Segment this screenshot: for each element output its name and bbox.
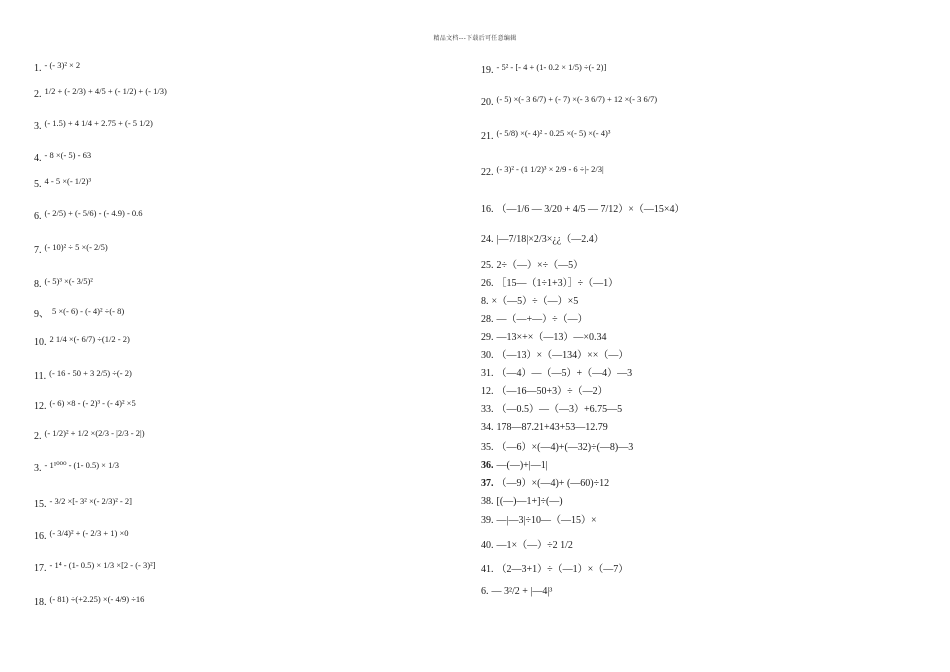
problem-expression: (- 1.5) + 4 1/4 + 2.75 + (- 5 1/2) <box>44 118 153 128</box>
problem-expression: 2 1/4 ×(- 6/7) ÷(1/2 - 2) <box>49 334 130 344</box>
problem-expression: - 1⁴ - (1- 0.5) × 1/3 ×[2 - (- 3)²] <box>49 560 156 570</box>
problem-expression: (- 5) ×(- 3 6/7) + (- 7) ×(- 3 6/7) + 12 ×(- 3 6/7) <box>496 94 658 104</box>
problem-expression: - 5² - [- 4 + (1- 0.2 × 1/5) ÷(- 2)] <box>496 62 607 72</box>
problem-number: 24. <box>481 234 494 245</box>
problem-item <box>481 258 583 272</box>
problem-item <box>481 276 618 290</box>
problem-number: 11. <box>34 371 47 382</box>
problem-number: 17. <box>34 563 47 574</box>
problem-number: 3. <box>34 463 42 474</box>
problem-item <box>34 210 143 223</box>
problem-expression: （—16—50+3）÷（—2） <box>496 386 608 397</box>
problem-number: 35. <box>481 442 494 453</box>
problem-number: 15. <box>34 499 47 510</box>
problem-expression: (- 2/5) + (- 5/6) - (- 4.9) - 0.6 <box>44 208 143 218</box>
problem-expression: （—0.5）—（—3）+6.75—5 <box>496 404 623 415</box>
problem-expression: —（—+—）÷（—） <box>496 314 588 325</box>
problem-number: 1. <box>34 63 42 74</box>
problem-item <box>481 538 573 552</box>
problem-item <box>34 462 119 475</box>
problem-number: 37. <box>481 478 494 489</box>
problem-number: 16. <box>34 531 47 542</box>
problem-item <box>481 294 578 308</box>
problem-expression: 178—87.21+43+53—12.79 <box>496 422 608 433</box>
problem-item <box>34 244 108 257</box>
problem-expression: (- 16 - 50 + 3 2/5) ÷(- 2) <box>49 368 132 378</box>
problem-expression: (- 6) ×8 - (- 2)³ - (- 4)² ×5 <box>49 398 136 408</box>
problem-expression: （—13）×（—134）××（—） <box>496 350 629 361</box>
problem-item <box>481 312 588 326</box>
problem-item <box>34 336 130 349</box>
problem-item <box>481 494 563 508</box>
problem-number: 9、 <box>34 309 49 320</box>
problem-item <box>481 202 685 216</box>
problem-expression: —(—)+|—1| <box>496 460 548 471</box>
problem-item <box>481 64 606 77</box>
problem-number: 4. <box>34 153 42 164</box>
problem-expression: - 8 ×(- 5) - 63 <box>44 150 92 160</box>
problem-expression: —1×（—）÷2 1/2 <box>496 540 573 551</box>
problem-number: 2. <box>34 431 42 442</box>
problem-item <box>481 166 604 179</box>
problem-number: 8. <box>34 279 42 290</box>
problem-expression: （—1/6 — 3/20 + 4/5 — 7/12）×（—15×4） <box>496 204 685 215</box>
problem-item <box>481 366 632 380</box>
problem-expression: |—7/18|×2/3×¿¿（—2.4） <box>496 234 604 245</box>
problem-item <box>34 596 144 609</box>
problem-expression: (- 5)³ ×(- 3/5)² <box>44 276 93 286</box>
problem-expression: （—4）—（—5）+（—4）—3 <box>496 368 633 379</box>
problem-number: 28. <box>481 314 494 325</box>
problem-item <box>34 430 145 443</box>
problem-expression: ×（—5）÷（—）×5 <box>491 296 579 307</box>
problem-item <box>481 130 610 143</box>
problem-number: 12. <box>481 386 494 397</box>
problem-item <box>34 178 91 191</box>
problem-number: 6. <box>34 211 42 222</box>
problem-number: 30. <box>481 350 494 361</box>
problem-expression: 4 - 5 ×(- 1/2)³ <box>44 176 92 186</box>
problem-item <box>34 88 167 101</box>
problem-number: 39. <box>481 515 494 526</box>
problem-item <box>34 530 129 543</box>
problem-expression: - 1¹⁰⁰⁰ - (1- 0.5) × 1/3 <box>44 460 119 470</box>
problem-number: 3. <box>34 121 42 132</box>
problem-number: 19. <box>481 65 494 76</box>
problem-item <box>481 348 628 362</box>
problem-expression: —|—3|÷10—（—15）× <box>496 515 597 526</box>
problem-expression: (- 10)² ÷ 5 ×(- 2/5) <box>44 242 108 252</box>
problem-item <box>34 400 136 413</box>
problem-expression: (- 3/4)² + (- 2/3 + 1) ×0 <box>49 528 129 538</box>
problem-expression: - (- 3)² × 2 <box>44 60 81 70</box>
problem-number: 20. <box>481 97 494 108</box>
problem-expression: (- 5/8) ×(- 4)² - 0.25 ×(- 5) ×(- 4)³ <box>496 128 611 138</box>
problem-item <box>481 476 609 490</box>
problem-number: 6. <box>481 586 489 597</box>
problem-item <box>481 420 608 434</box>
problem-expression: （—6）×(—4)+(—32)÷(—8)—3 <box>496 442 634 453</box>
problem-number: 40. <box>481 540 494 551</box>
problem-item <box>34 278 93 291</box>
problem-number: 25. <box>481 260 494 271</box>
problem-item <box>34 562 155 575</box>
problem-number: 22. <box>481 167 494 178</box>
page-header: 精品文档---下载后可任意编辑 <box>433 35 517 42</box>
problem-item <box>481 562 628 576</box>
problem-number: 31. <box>481 368 494 379</box>
problem-number: 8. <box>481 296 489 307</box>
problem-number: 26. <box>481 278 494 289</box>
problem-item <box>481 458 548 472</box>
problem-item <box>481 513 597 527</box>
problem-item <box>481 232 604 246</box>
problem-expression: （—9）×(—4)+ (—60)÷12 <box>496 478 610 489</box>
problem-item <box>481 440 633 454</box>
problem-expression: （2—3+1）÷（—1）×（—7） <box>496 564 629 575</box>
problem-number: 21. <box>481 131 494 142</box>
problem-expression: 2÷（—）×÷（—5） <box>496 260 584 271</box>
problem-item <box>481 96 657 109</box>
problem-number: 29. <box>481 332 494 343</box>
problem-number: 38. <box>481 496 494 507</box>
problem-item <box>481 384 608 398</box>
problem-item <box>34 370 132 383</box>
problem-expression: - 3/2 ×[- 3² ×(- 2/3)² - 2] <box>49 496 132 506</box>
problem-number: 7. <box>34 245 42 256</box>
problem-number: 34. <box>481 422 494 433</box>
problem-expression: [(—)—1+]÷(—) <box>496 496 563 507</box>
problem-number: 10. <box>34 337 47 348</box>
problem-number: 2. <box>34 89 42 100</box>
problem-expression: 5 ×(- 6) - (- 4)² ÷(- 8) <box>52 306 125 316</box>
problem-item <box>481 584 552 598</box>
problem-number: 41. <box>481 564 494 575</box>
problem-number: 36. <box>481 460 494 471</box>
problem-item <box>34 62 80 75</box>
problem-item <box>481 402 622 416</box>
problem-number: 18. <box>34 597 47 608</box>
problem-item <box>481 330 607 344</box>
problem-expression: —13×+×（—13）—×0.34 <box>496 332 607 343</box>
problem-expression: (- 1/2)² + 1/2 ×(2/3 - |2/3 - 2|) <box>44 428 145 438</box>
problem-expression: — 3²/2 + |—4|³ <box>491 586 553 597</box>
problem-expression: 1/2 + (- 2/3) + 4/5 + (- 1/2) + (- 1/3) <box>44 86 167 96</box>
problem-expression: (- 81) ÷(+2.25) ×(- 4/9) ÷16 <box>49 594 145 604</box>
problem-item <box>34 308 124 321</box>
problem-item <box>34 120 153 133</box>
problem-item <box>34 152 91 165</box>
problem-number: 16. <box>481 204 494 215</box>
problem-number: 12. <box>34 401 47 412</box>
problem-item <box>34 498 132 511</box>
problem-expression: (- 3)² - (1 1/2)³ × 2/9 - 6 ÷|- 2/3| <box>496 164 604 174</box>
problem-number: 33. <box>481 404 494 415</box>
problem-number: 5. <box>34 179 42 190</box>
problem-expression: ［15—（1÷1+3）］÷（—1） <box>496 278 619 289</box>
